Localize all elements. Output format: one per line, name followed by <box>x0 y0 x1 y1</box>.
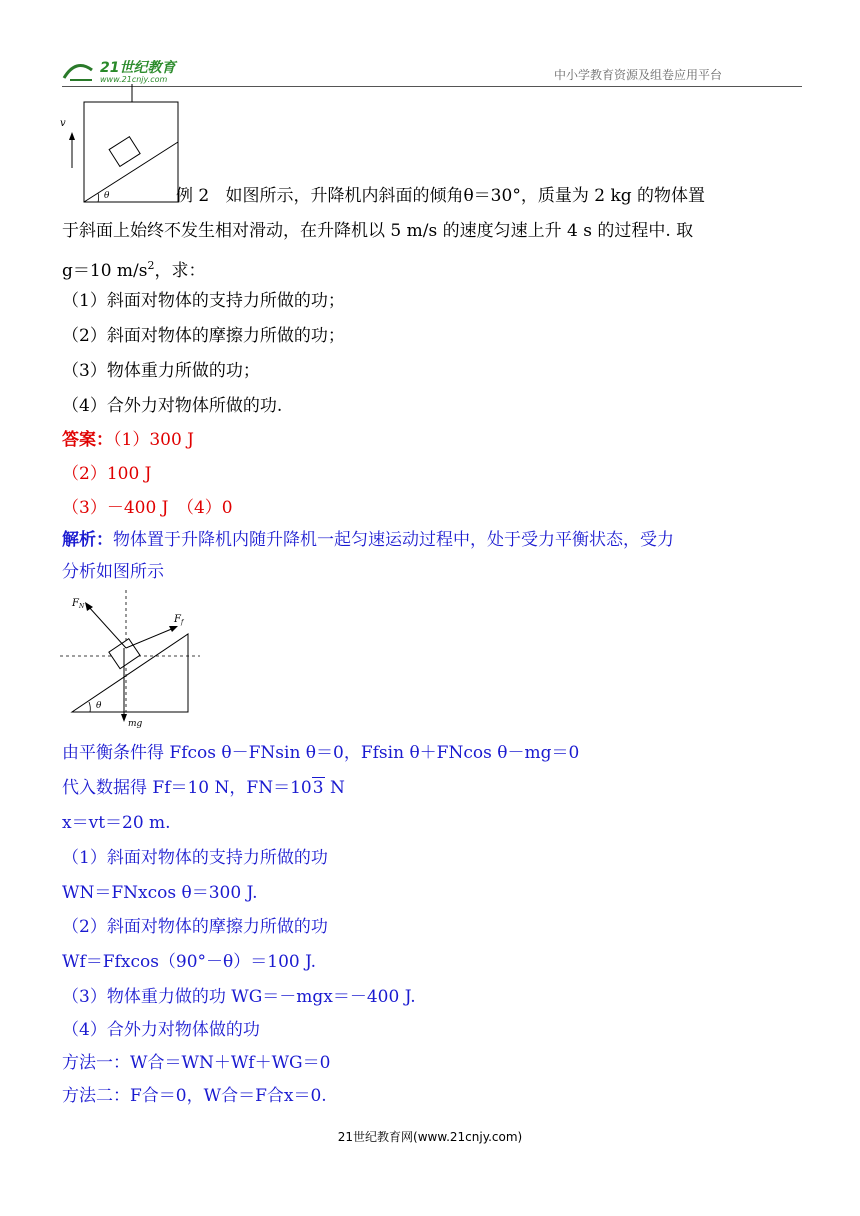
site-logo <box>62 56 222 84</box>
step-2-equation: Wf＝Ffxcos（90°－θ）＝100 J. <box>62 952 317 972</box>
step-1-equation: WN＝FNxcos θ＝300 J. <box>62 883 258 903</box>
question-line-1: 例 2 如图所示，升降机内斜面的倾角θ＝30°，质量为 2 kg 的物体置 <box>176 186 706 206</box>
theta-label: θ <box>104 191 110 201</box>
svg-text:www.21cnjy.com: www.21cnjy.com <box>100 75 168 84</box>
step-1-title: （1）斜面对物体的支持力所做的功 <box>62 848 328 868</box>
equation-values: 代入数据得 Ff＝10 N，FN＝103 N <box>62 778 345 798</box>
analysis-label: 解析： <box>62 530 113 550</box>
equation-displacement: x＝vt＝20 m. <box>62 813 171 833</box>
fn-label: $F_N$ <box>72 598 85 610</box>
question-item-1: （1）斜面对物体的支持力所做的功； <box>62 291 345 311</box>
answer-line-3: （3）－400 J （4）0 <box>62 498 233 518</box>
method-2: 方法二：F合＝0，W合＝F合x＝0. <box>62 1086 327 1106</box>
analysis-line-2: 分析如图所示 <box>62 562 164 582</box>
svg-text:21世纪教育: 21世纪教育 <box>100 60 176 76</box>
equation-equilibrium: 由平衡条件得 Ffcos θ－FNsin θ＝0，Ffsin θ＋FNcos θ－mg＝0 <box>62 743 580 763</box>
step-3: （3）物体重力做的功 WG＝－mgx＝－400 J. <box>62 987 416 1007</box>
force-analysis-figure <box>56 588 204 728</box>
step-2-title: （2）斜面对物体的摩擦力所做的功 <box>62 917 328 937</box>
question-item-3: （3）物体重力所做的功； <box>62 361 260 381</box>
elevator-incline-figure <box>58 84 182 206</box>
answer-line-1: 答案：（1）300 J <box>62 430 194 450</box>
ff-label: $F_f$ <box>174 614 184 626</box>
velocity-label: v <box>60 118 66 129</box>
platform-title: 中小学教育资源及组卷应用平台 <box>553 68 722 82</box>
page-header <box>62 52 802 87</box>
answer-label: 答案： <box>62 430 113 450</box>
page-footer: 21世纪教育网(www.21cnjy.com) <box>337 1130 523 1144</box>
answer-line-2: （2）100 J <box>62 464 152 484</box>
analysis-line-1: 解析：物体置于升降机内随升降机一起匀速运动过程中，处于受力平衡状态，受力 <box>62 530 674 550</box>
example-label: 例 2 <box>176 186 210 206</box>
question-item-4: （4）合外力对物体所做的功. <box>62 396 283 416</box>
step-4-title: （4）合外力对物体做的功 <box>62 1020 260 1040</box>
theta-label-2: θ <box>96 701 102 711</box>
question-item-2: （2）斜面对物体的摩擦力所做的功； <box>62 326 345 346</box>
question-line-2: 于斜面上始终不发生相对滑动，在升降机以 5 m/s 的速度匀速上升 4 s 的过程中. 取 <box>62 221 694 241</box>
question-line-3: g＝10 $m/s^2$，求： <box>62 259 206 281</box>
method-1: 方法一：W合＝WN＋Wf＋WG＝0 <box>62 1053 331 1073</box>
mg-label: mg <box>128 719 143 728</box>
